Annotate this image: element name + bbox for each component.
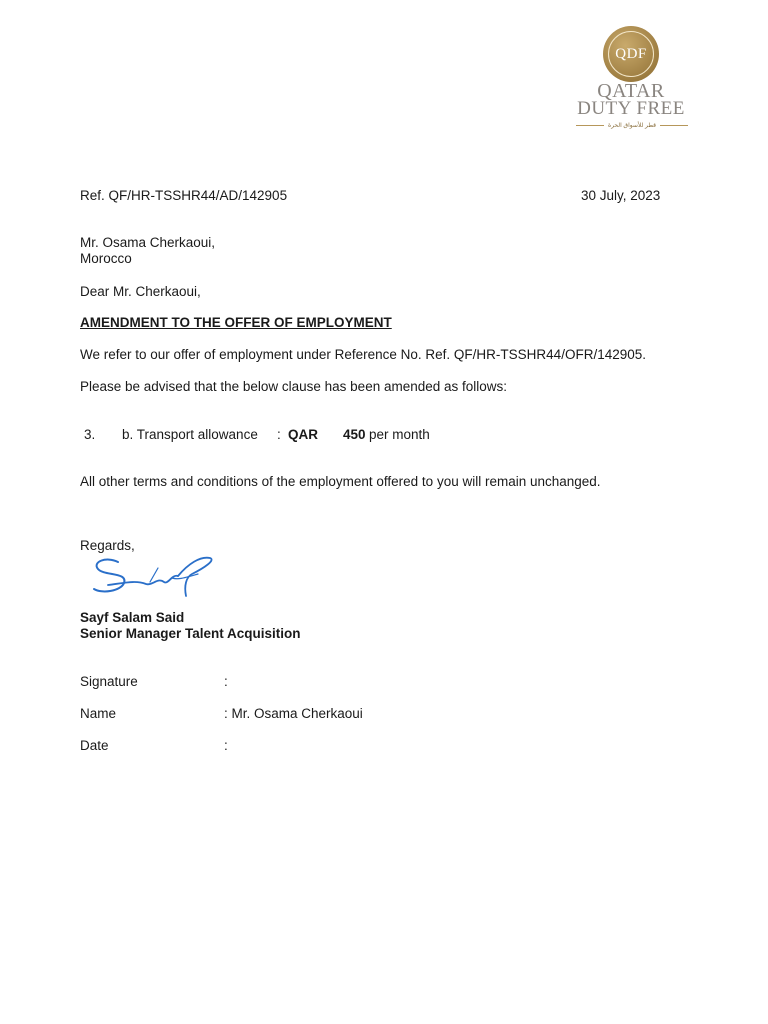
recipient-country: Morocco	[80, 251, 132, 266]
letter-subject: AMENDMENT TO THE OFFER OF EMPLOYMENT	[80, 315, 392, 330]
reference-number: Ref. QF/HR-TSSHR44/AD/142905	[80, 188, 288, 203]
acceptance-date-value: :	[224, 738, 228, 753]
clause-currency: QAR	[288, 427, 318, 442]
paragraph-advice: Please be advised that the below clause has been amended as follows:	[80, 379, 508, 394]
logo-divider	[660, 125, 688, 126]
signatory-name: Sayf Salam Said	[80, 610, 185, 625]
paragraph-unchanged: All other terms and conditions of the employment offered to you will remain unchanged.	[80, 474, 601, 489]
logo-divider	[576, 125, 604, 126]
signatory-title: Senior Manager Talent Acquisition	[80, 626, 301, 641]
letter-date: 30 July, 2023	[581, 188, 661, 203]
salutation: Dear Mr. Cherkaoui,	[80, 284, 201, 299]
clause-amount: 450	[343, 427, 366, 442]
handwritten-signature	[88, 552, 220, 602]
closing: Regards,	[80, 538, 135, 553]
clause-separator: :	[277, 427, 281, 442]
logo-arabic-text: قطر للأسواق الحرة	[607, 122, 657, 129]
clause-number: 3.	[84, 427, 96, 442]
logo-name-line2: DUTY FREE	[577, 98, 685, 119]
logo-emblem-text: QDF	[608, 31, 654, 77]
acceptance-date-label: Date	[80, 738, 109, 753]
acceptance-signature-label: Signature	[80, 674, 138, 689]
recipient-name: Mr. Osama Cherkaoui,	[80, 235, 216, 250]
logo-emblem	[603, 26, 659, 82]
clause-period: per month	[369, 427, 430, 442]
logo-name-line1: QATAR	[597, 80, 665, 102]
clause-label: b. Transport allowance	[122, 427, 258, 442]
company-logo	[566, 22, 696, 132]
acceptance-name-label: Name	[80, 706, 117, 721]
paragraph-reference: We refer to our offer of employment under Reference No. Ref. QF/HR-TSSHR44/OFR/142905.	[80, 347, 646, 362]
acceptance-name-value: : Mr. Osama Cherkaoui	[224, 706, 363, 721]
logo-arabic-row	[576, 120, 688, 130]
acceptance-signature-value: :	[224, 674, 228, 689]
